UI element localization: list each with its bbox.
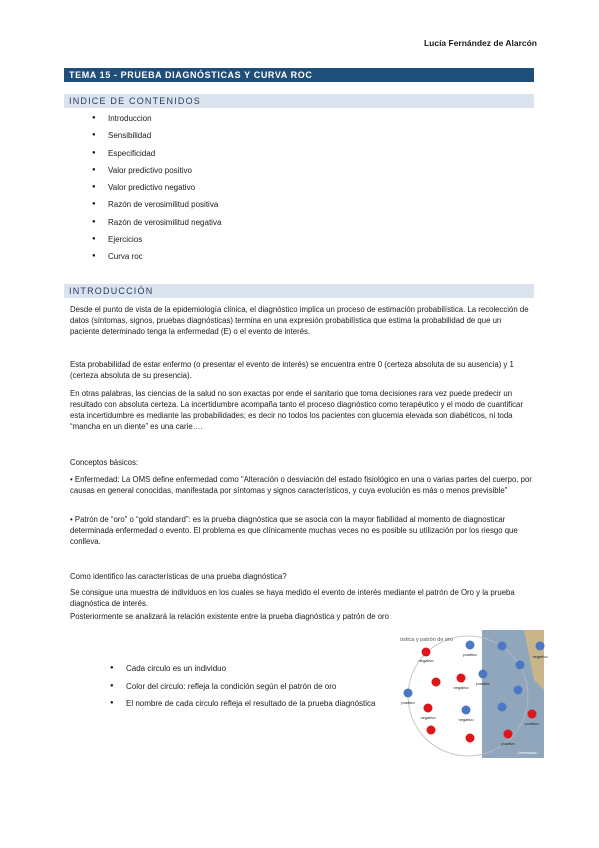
toc-heading: INDICE DE CONTENIDOS [64,94,534,108]
concept-enfermedad: • Enfermedad: La OMS define enfermedad como "Alteración o desviación del estado fisiológico en una o varias partes del cuerpo, por causas en general conocidas, manifestada por síntomas y signos característicos, y cuya evolución es más o menos previsible" [70,475,532,495]
individual-circle [528,710,537,719]
concept-gold-standard: • Patrón de “oro” o “gold standard”: es la prueba diagnóstica que se asocia con la mayor fiabilidad al momento de diagnosticar determinada enfermedad o evento. El problema es que clínicamente muchas veces no es posible su utilización por los riesgo que conlleva. [70,515,518,546]
legend-item: ● El nombre de cada circulo refleja el resultado de la prueba diagnóstica [110,695,375,713]
identify-paragraph-2: Posteriormente se analizará la relación existente entre la prueba diagnóstica y patrón de oro [70,612,389,621]
toc-item: ● Ejercicios [92,231,221,248]
intro-heading: INTRODUCCIÓN [64,284,534,298]
intro-paragraph-3: En otras palabras, las ciencias de la salud no son exactas por ende el sanitario que toma decisiones rara vez puede predecir un resultado con absoluta certeza. La incertidumbre acompaña tanto el proceso diagnóstico como terapéutico y el modo de cuantificar esta incertidumbre es mediante las probabilidades; es decir no todos los pacientes con glucemia elevada son diabéticos, ni toda “mancha en un diente” es una carie…. [70,389,523,431]
individuals-diagram [396,630,548,758]
legend-item: ● Cada circulo es un individuo [110,660,375,678]
individual-circle [516,661,525,670]
individual-label: negativo [532,654,548,659]
individual-circle [466,734,475,743]
individual-circle [466,641,475,650]
toc-list [92,110,221,266]
individual-circle [479,670,488,679]
individual-circle [462,706,471,715]
individual-circle [498,642,507,651]
individual-circle [536,642,545,651]
toc-item: ● Especificidad [92,145,221,162]
individual-label: negativo [420,715,436,720]
individual-circle [422,648,431,657]
intro-paragraph-2: Esta probabilidad de estar enfermo (o presentar el evento de interés) se encuentra entre 0 (certeza absoluta de su ausencia) y 1 (certeza absoluta de su presencia). [70,360,514,380]
legend-item: ● Color del circulo: refleja la condición según el patrón de oro [110,678,375,696]
individual-circle [504,730,513,739]
concepts-title: Conceptos básicos: [70,458,139,467]
individual-circle [432,678,441,687]
document-title: TEMA 15 - PRUEBA DIAGNÓSTICAS Y CURVA ROC [64,68,534,82]
intro-paragraph-1: Desde el punto de vista de la epidemiología clínica, el diagnóstico implica un proceso de estimación probabilística. La recolección de datos (síntomas, signos, pruebas diagnósticas) termina en una expresión probabilística que estima la probabilidad de que un paciente determinado tenga la enfermedad (E) o el evento de interés. [70,305,529,336]
author-name: Lucía Fernández de Alarcón [423,38,537,48]
individual-label: positivo [401,700,415,705]
university-logo-text: Universidad [518,751,537,755]
individual-circle [514,686,523,695]
toc-item: ● Introduccion [92,110,221,127]
individual-label: positivo [525,721,539,726]
diagram-legend-list [110,660,375,713]
individual-label: negativo [418,658,434,663]
individual-label: negativo [453,685,469,690]
toc-item: ● Valor predictivo positivo [92,162,221,179]
individual-label: negativo [458,717,474,722]
individual-label: positivo [463,652,477,657]
identify-paragraph-1: Se consigue una muestra de individuos en los cuales se haya medido el evento de interés mediante el patrón de Oro y la prueba diagnóstica de interés. [70,588,515,608]
individual-circle [457,674,466,683]
individual-circle [498,703,507,712]
toc-item: ● Curva roc [92,248,221,265]
toc-item: ● Razón de verosimilitud negativa [92,214,221,231]
diagram-caption: óstica y patrón de oro [400,637,453,643]
toc-item: ● Valor predictivo negativo [92,179,221,196]
individual-circle [404,689,413,698]
individual-label: positivo [501,741,515,746]
individual-circle [427,726,436,735]
toc-item: ● Razón de verosimilitud positiva [92,196,221,213]
individual-label: positivo [476,681,490,686]
toc-item: ● Sensibilidad [92,127,221,144]
identify-title: Como identifico las características de una prueba diagnóstica? [70,572,287,581]
individual-circle [424,704,433,713]
